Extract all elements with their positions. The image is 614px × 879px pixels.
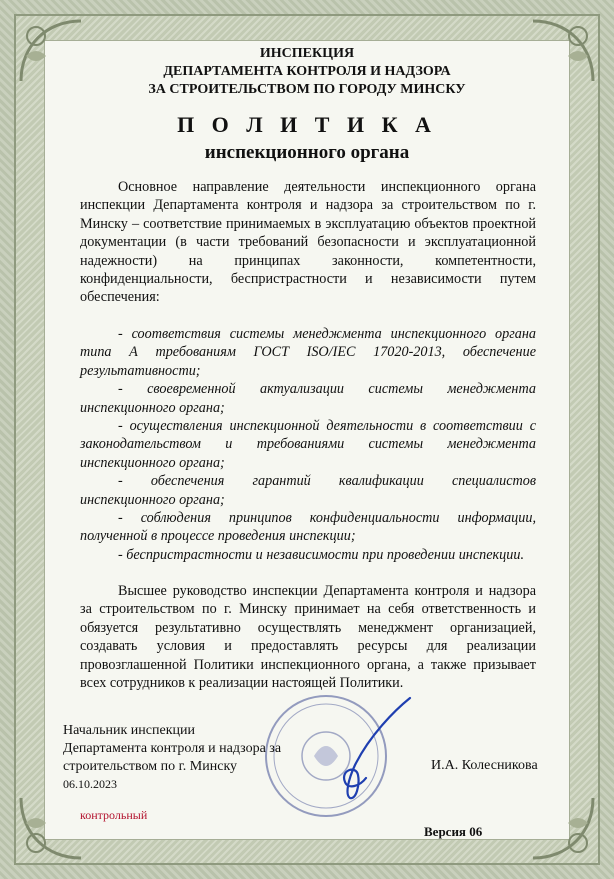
header-line-3: ЗА СТРОИТЕЛЬСТВОМ ПО ГОРОДУ МИНСКУ — [148, 82, 466, 97]
version-label: Версия 06 — [424, 824, 483, 839]
list-item: - обеспечения гарантий квалификации специалистов инспекционного органа; — [80, 473, 536, 508]
handwritten-signature-icon — [300, 690, 420, 810]
intro-paragraph: Основное направление деятельности инспекционного органа инспекции Департамента контроля и надзора за строительством по г. Минску – соответствие принимаемых в эксплуатацию объектов проектной документации (в части требований безопасности и эксплуатационной надежности) на принципах законности, компетентности, конфиденциальности, беспристрастности и независимости путем обеспечения: — [80, 179, 536, 306]
list-item: - беспристрастности и независимости при проведении инспекции. — [118, 546, 524, 563]
closing-paragraph: Высшее руководство инспекции Департамента контроля и надзора за строительством по г. Минску принимает на себя ответственность и обязуется результативно осуществлять менеджмент организацией, создавать условия и предоставлять ресурсы для реализации провозглашенной Политики инспекционного органа, а также призывает всех сотрудников к реализации настоящей Политики. — [80, 583, 536, 692]
signatory-name: И.А. Колесникова — [431, 758, 538, 773]
list-item: - своевременной актуализации системы менеджмента инспекционного органа; — [80, 381, 536, 416]
list-item: - соблюдения принципов конфиденциальности информации, полученной в процессе проведения инспекции; — [80, 510, 536, 545]
signatory-position-line-3: строительством по г. Минску — [63, 759, 238, 774]
header-line-2: ДЕПАРТАМЕНТА КОНТРОЛЯ И НАДЗОРА — [163, 64, 451, 79]
corner-ornament-icon — [528, 793, 598, 863]
signatory-position-line-1: Начальник инспекции — [63, 723, 195, 738]
signatory-position-line-2: Департамента контроля и надзора за — [63, 741, 282, 756]
signatory-block — [63, 722, 281, 776]
list-item: - соответствия системы менеджмента инспекционного органа типа А требованиям ГОСТ ISO/IEC 17020-2013, обеспечение результативности; — [80, 326, 536, 379]
document-date: 06.10.2023 — [63, 777, 117, 791]
document-title: П О Л И Т И К А — [177, 112, 437, 137]
corner-ornament-icon — [16, 793, 86, 863]
policy-list — [80, 325, 536, 564]
header-line-1: ИНСПЕКЦИЯ — [259, 46, 355, 61]
control-copy-mark: контрольный — [80, 808, 148, 822]
list-item: - осуществления инспекционной деятельности в соответствии с законодательством и требованиями системы менеджмента инспекционного органа; — [80, 418, 536, 471]
document-subtitle: инспекционного органа — [204, 142, 410, 163]
